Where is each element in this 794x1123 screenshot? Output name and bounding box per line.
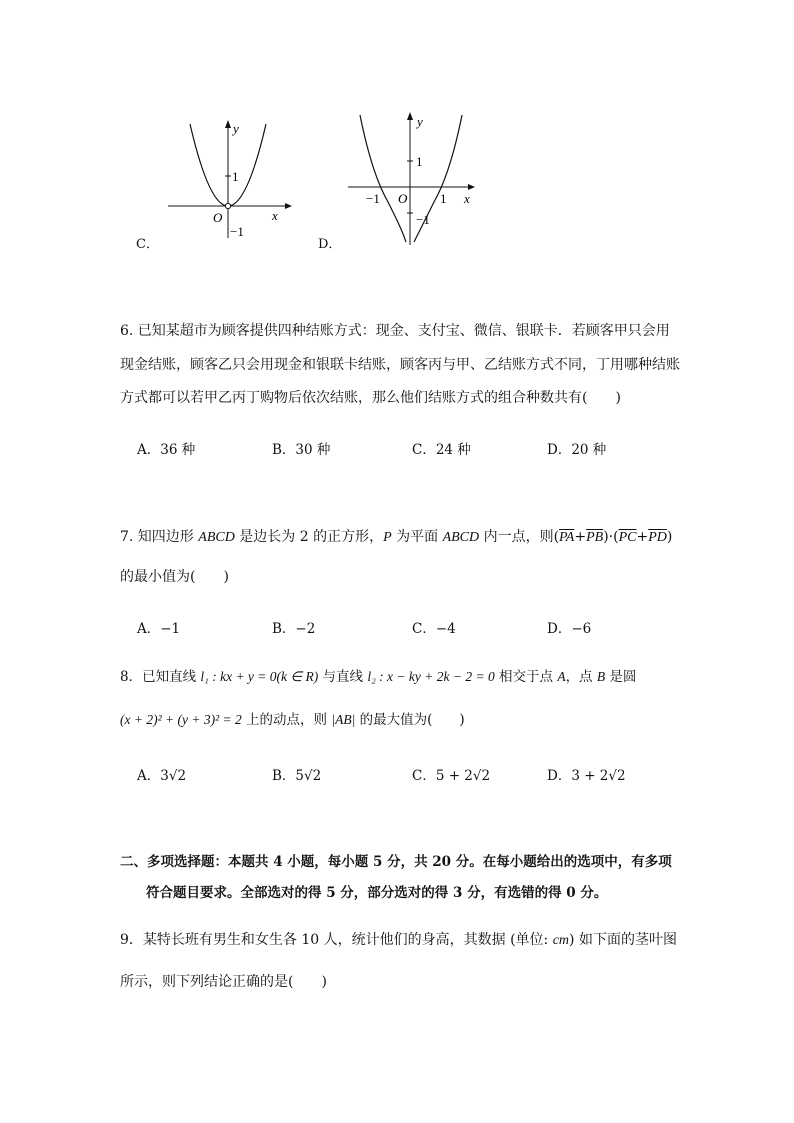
vec-pc: $\overline{PC}$ [618,530,637,545]
option-c-label: C． [136,237,159,252]
q8-text-g: 的最大值为( ) [355,712,465,728]
q7-abcd-1: ABCD [198,530,235,545]
vec-pd: $\overline{PD}$ [648,530,667,545]
q6-line-2: 现金结账，顾客乙只会用现金和银联卡结账，顾客丙与甲、乙结账方式不同，丁用哪种结账 [120,357,680,373]
x-label: x [272,208,278,223]
q8-text-d: ，点 [565,669,597,685]
x-label: x [464,191,470,206]
tick-one-label: 1 [232,169,239,184]
tick-one-label: 1 [416,154,423,169]
q8-option-a: A．3√2 [137,768,187,784]
q8-line-2 [120,708,465,728]
q8-option-b: B．5√2 [272,768,322,784]
tick-neg-one-label: −1 [230,224,244,239]
vec-pb: $\overline{PB}$ [586,530,604,545]
q6-option-a: A．36 种 [137,442,196,458]
q8-text-b: 与直线 [318,669,368,685]
y-axis-arrow [407,112,413,120]
q8-text-e: 是圆 [605,669,637,685]
q8-text-c: 相交于点 [494,669,558,685]
q7-mid-3: 内一点，则 [479,529,554,545]
q8-option-d: D．3 + 2√2 [547,768,626,784]
q8-text-f: 上的动点，则 [241,712,332,728]
q7-option-b: B．−2 [272,621,316,637]
q8-line-1 [120,665,636,685]
q7-mid-1: 是边长为 2 的正方形， [234,529,384,545]
q8-ab-length: |AB| [331,712,356,727]
section-2-heading-line-1: 二、多项选择题：本题共 4 小题，每小题 5 分，共 20 分。在每小题给出的选项中，有多项 [120,854,672,870]
q7-option-c: C．−4 [412,621,456,637]
q9-line-2: 所示，则下列结论正确的是( ) [120,974,327,990]
q7-point-p: P [383,530,392,545]
q8-point-a: A [557,669,566,684]
q6-line-3: 方式都可以若甲乙丙丁购物后依次结账，那么他们结账方式的组合种数共有( ) [120,390,621,406]
q7-option-a: A．−1 [137,621,181,637]
q7-line-1 [120,526,672,546]
x-axis-arrow [285,203,292,209]
option-d-label: D． [318,237,342,252]
origin-label: O [213,210,223,225]
vec-pa: $\overline{PA}$ [559,530,575,545]
graph-c [160,110,300,245]
x-axis-arrow [468,184,475,190]
q9-line-1 [120,929,677,949]
q7-abcd-2: ABCD [442,530,480,545]
origin-label: O [398,191,408,206]
q6-line-1: 6. 已知某超市为顾客提供四种结账方式：现金、支付宝、微信、银联卡．若顾客甲只会用 [120,323,670,339]
q7-line-2: 的最小值为( ) [120,569,229,585]
q7-option-d: D．−6 [547,621,592,637]
q6-option-c: C．24 种 [412,442,471,458]
q7-prefix: 7. 知四边形 [120,529,199,545]
graph-d [340,110,485,250]
section-2-heading-line-2: 符合题目要求。全部选对的得 5 分，部分选对的得 3 分，有选错的得 0 分。 [146,885,608,901]
left-branch-curve [360,115,406,242]
x-tick-neg-one-label: −1 [366,191,380,206]
q8-text-a: 8．已知直线 [120,669,201,685]
q8-line-l2: l₂ : x − ky + 2k − 2 = 0 [367,669,495,684]
q8-circle-equation: (x + 2)² + (y + 3)² = 2 [120,712,242,727]
q8-option-c: C．5 + 2√2 [412,768,491,784]
q8-line-l1: l₁ : kx + y = 0(k ∈ R) [200,669,319,684]
q8-point-b: B [596,669,606,684]
q6-option-b: B．30 种 [272,442,331,458]
x-tick-one-label: 1 [440,191,447,206]
q6-option-d: D．20 种 [547,442,607,458]
y-label: y [233,121,239,136]
open-point [225,203,230,208]
q9-unit: cm [552,933,570,948]
q7-mid-2: 为平面 [391,529,443,545]
y-axis-arrow [225,120,231,128]
y-label: y [417,114,423,129]
q9-text-b: ) 如下面的茎叶图 [569,932,677,948]
q7-vector-expression: $(\overline{PA}+\overline{PB})\cdot(\overline{PC}+\overline{PD})$ [553,529,673,545]
tick-neg-one-label: −1 [416,212,430,227]
q9-text-a: 9．某特长班有男生和女生各 10 人，统计他们的身高，其数据 (单位: [120,932,553,948]
